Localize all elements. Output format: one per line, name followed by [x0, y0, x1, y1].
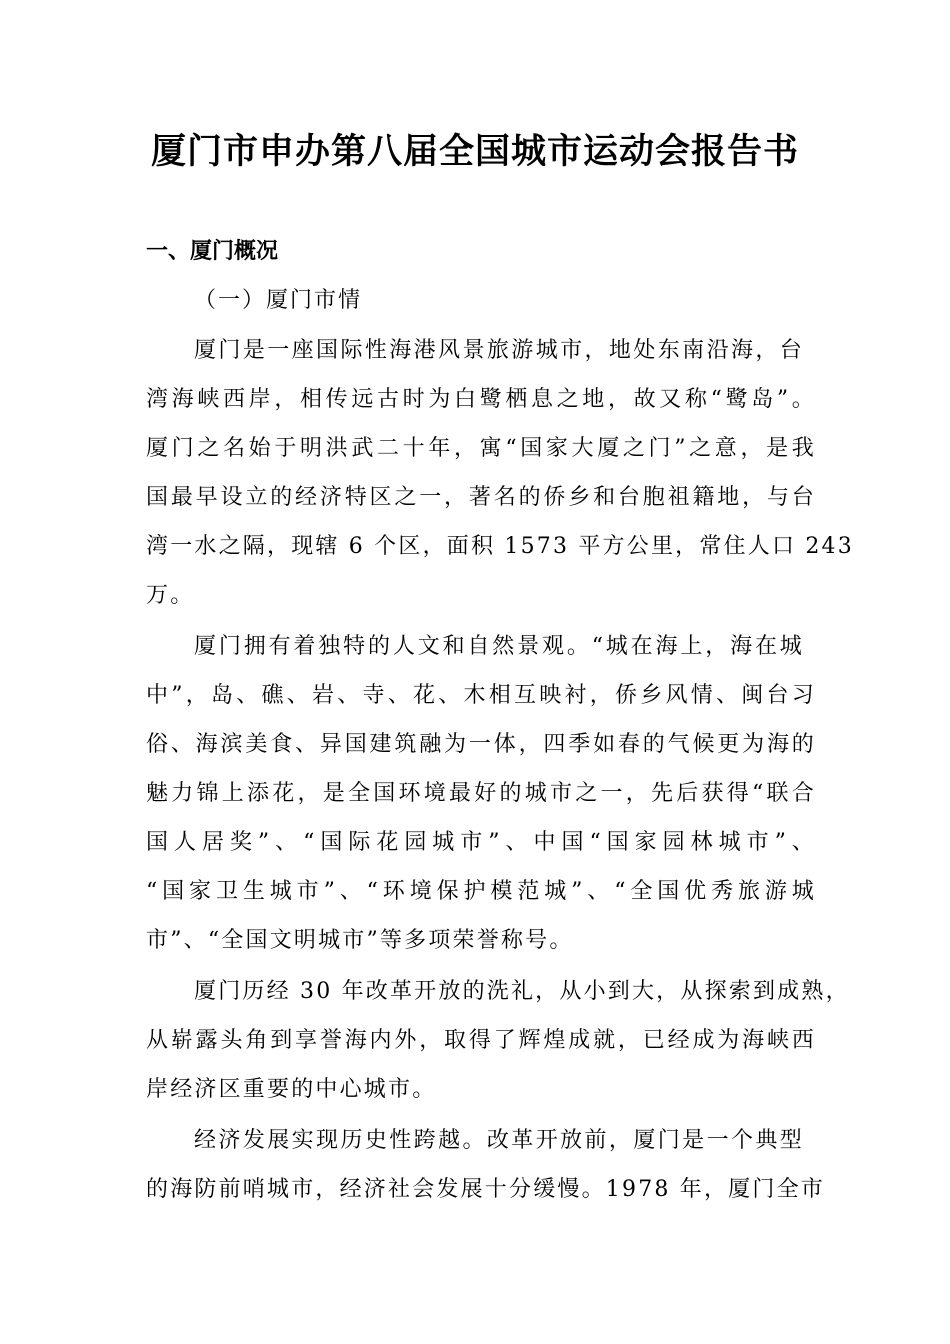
section-heading: 一、厦门概况: [146, 238, 279, 264]
paragraph-line: 湾一水之隔，现辖 6 个区，面积 1573 平方公里，常住人口 243: [146, 534, 854, 559]
paragraph-line: 岸经济区重要的中心城市。: [146, 1077, 437, 1102]
paragraph-line: 厦门之名始于明洪武二十年，寓“国家大厦之门”之意，是我: [146, 436, 816, 461]
paragraph-line: 厦门历经 30 年改革开放的洗礼，从小到大，从探索到成熟，: [194, 979, 850, 1004]
paragraph-line: 厦门是一座国际性海港风景旅游城市，地处东南沿海，台: [194, 338, 804, 363]
paragraph-line: 经济发展实现历史性跨越。改革开放前，厦门是一个典型: [194, 1128, 804, 1153]
paragraph-line: 国最早设立的经济特区之一，著名的侨乡和台胞祖籍地，与台: [146, 485, 816, 510]
paragraph-line: 中”，岛、礁、岩、寺、花、木相互映衬，侨乡风情、闽台习: [146, 683, 816, 708]
paragraph-line: 俗、海滨美食、异国建筑融为一体，四季如春的气候更为海的: [146, 732, 816, 757]
paragraph-line: 国人居奖”、“国际花园城市”、中国“国家园林城市”、: [146, 830, 816, 855]
paragraph-line: 厦门拥有着独特的人文和自然景观。“城在海上，海在城: [194, 634, 804, 659]
paragraph-line: 万。: [146, 583, 195, 608]
paragraph-line: 魅力锦上添花，是全国环境最好的城市之一，先后获得“联合: [146, 781, 816, 806]
paragraph-line: “国家卫生城市”、“环境保护模范城”、“全国优秀旅游城: [146, 879, 816, 904]
paragraph-line: 的海防前哨城市，经济社会发展十分缓慢。1978 年，厦门全市: [146, 1177, 825, 1202]
subsection-heading: （一）厦门市情: [194, 288, 363, 313]
paragraph-line: 市”、“全国文明城市”等多项荣誉称号。: [146, 928, 574, 953]
paragraph-line: 从崭露头角到享誉海内外，取得了辉煌成就，已经成为海峡西: [146, 1028, 816, 1053]
paragraph-line: 湾海峡西岸，相传远古时为白鹭栖息之地，故又称“鹭岛”。: [146, 387, 816, 412]
document-title: 厦门市申办第八届全国城市运动会报告书: [150, 131, 799, 172]
